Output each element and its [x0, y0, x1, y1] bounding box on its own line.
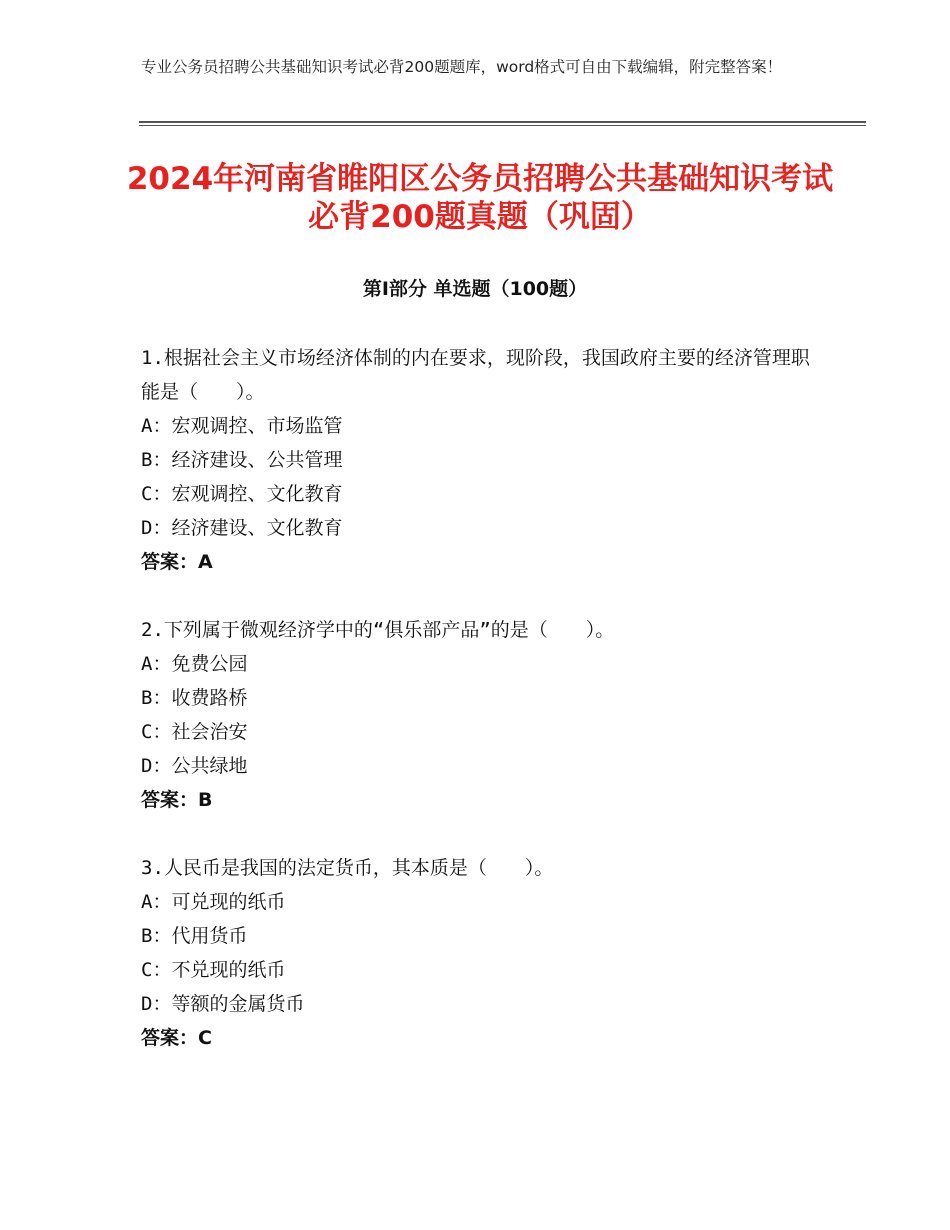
header-divider-thick [139, 121, 866, 123]
question-stem: 1.根据社会主义市场经济体制的内在要求，现阶段，我国政府主要的经济管理职能是（ ）。 [141, 347, 810, 403]
question-item [141, 851, 821, 1055]
section-heading: 第Ⅰ部分 单选题（100题） [362, 278, 588, 300]
option-c: C：社会治安 [141, 721, 248, 743]
option-a: A：可兑现的纸币 [141, 891, 286, 913]
question-item [141, 613, 821, 817]
option-a: A：宏观调控、市场监管 [141, 415, 343, 437]
option-d: D：经济建设、文化教育 [141, 517, 343, 539]
option-c: C：不兑现的纸币 [141, 959, 286, 981]
option-d: D：公共绿地 [141, 755, 248, 777]
header-divider-thin [139, 125, 866, 126]
question-stem: 2.下列属于微观经济学中的“俱乐部产品”的是（ ）。 [141, 619, 615, 641]
option-c: C：宏观调控、文化教育 [141, 483, 343, 505]
answer-label: 答案：C [141, 1027, 212, 1049]
question-item [141, 341, 821, 579]
option-b: B：代用货币 [141, 925, 248, 947]
question-list [141, 341, 821, 1089]
answer-label: 答案：B [141, 789, 213, 811]
question-stem: 3.人民币是我国的法定货币，其本质是（ ）。 [141, 857, 554, 879]
option-a: A：免费公园 [141, 653, 248, 675]
header-note: 专业公务员招聘公共基础知识考试必背200题题库，word格式可自由下载编辑，附完整答案！ [141, 58, 783, 76]
answer-label: 答案：A [141, 551, 213, 573]
option-d: D：等额的金属货币 [141, 993, 305, 1015]
option-b: B：收费路桥 [141, 687, 248, 709]
document-title: 2024年河南省睢阳区公务员招聘公共基础知识考试必背200题真题（巩固） [126, 161, 834, 235]
option-b: B：经济建设、公共管理 [141, 449, 343, 471]
